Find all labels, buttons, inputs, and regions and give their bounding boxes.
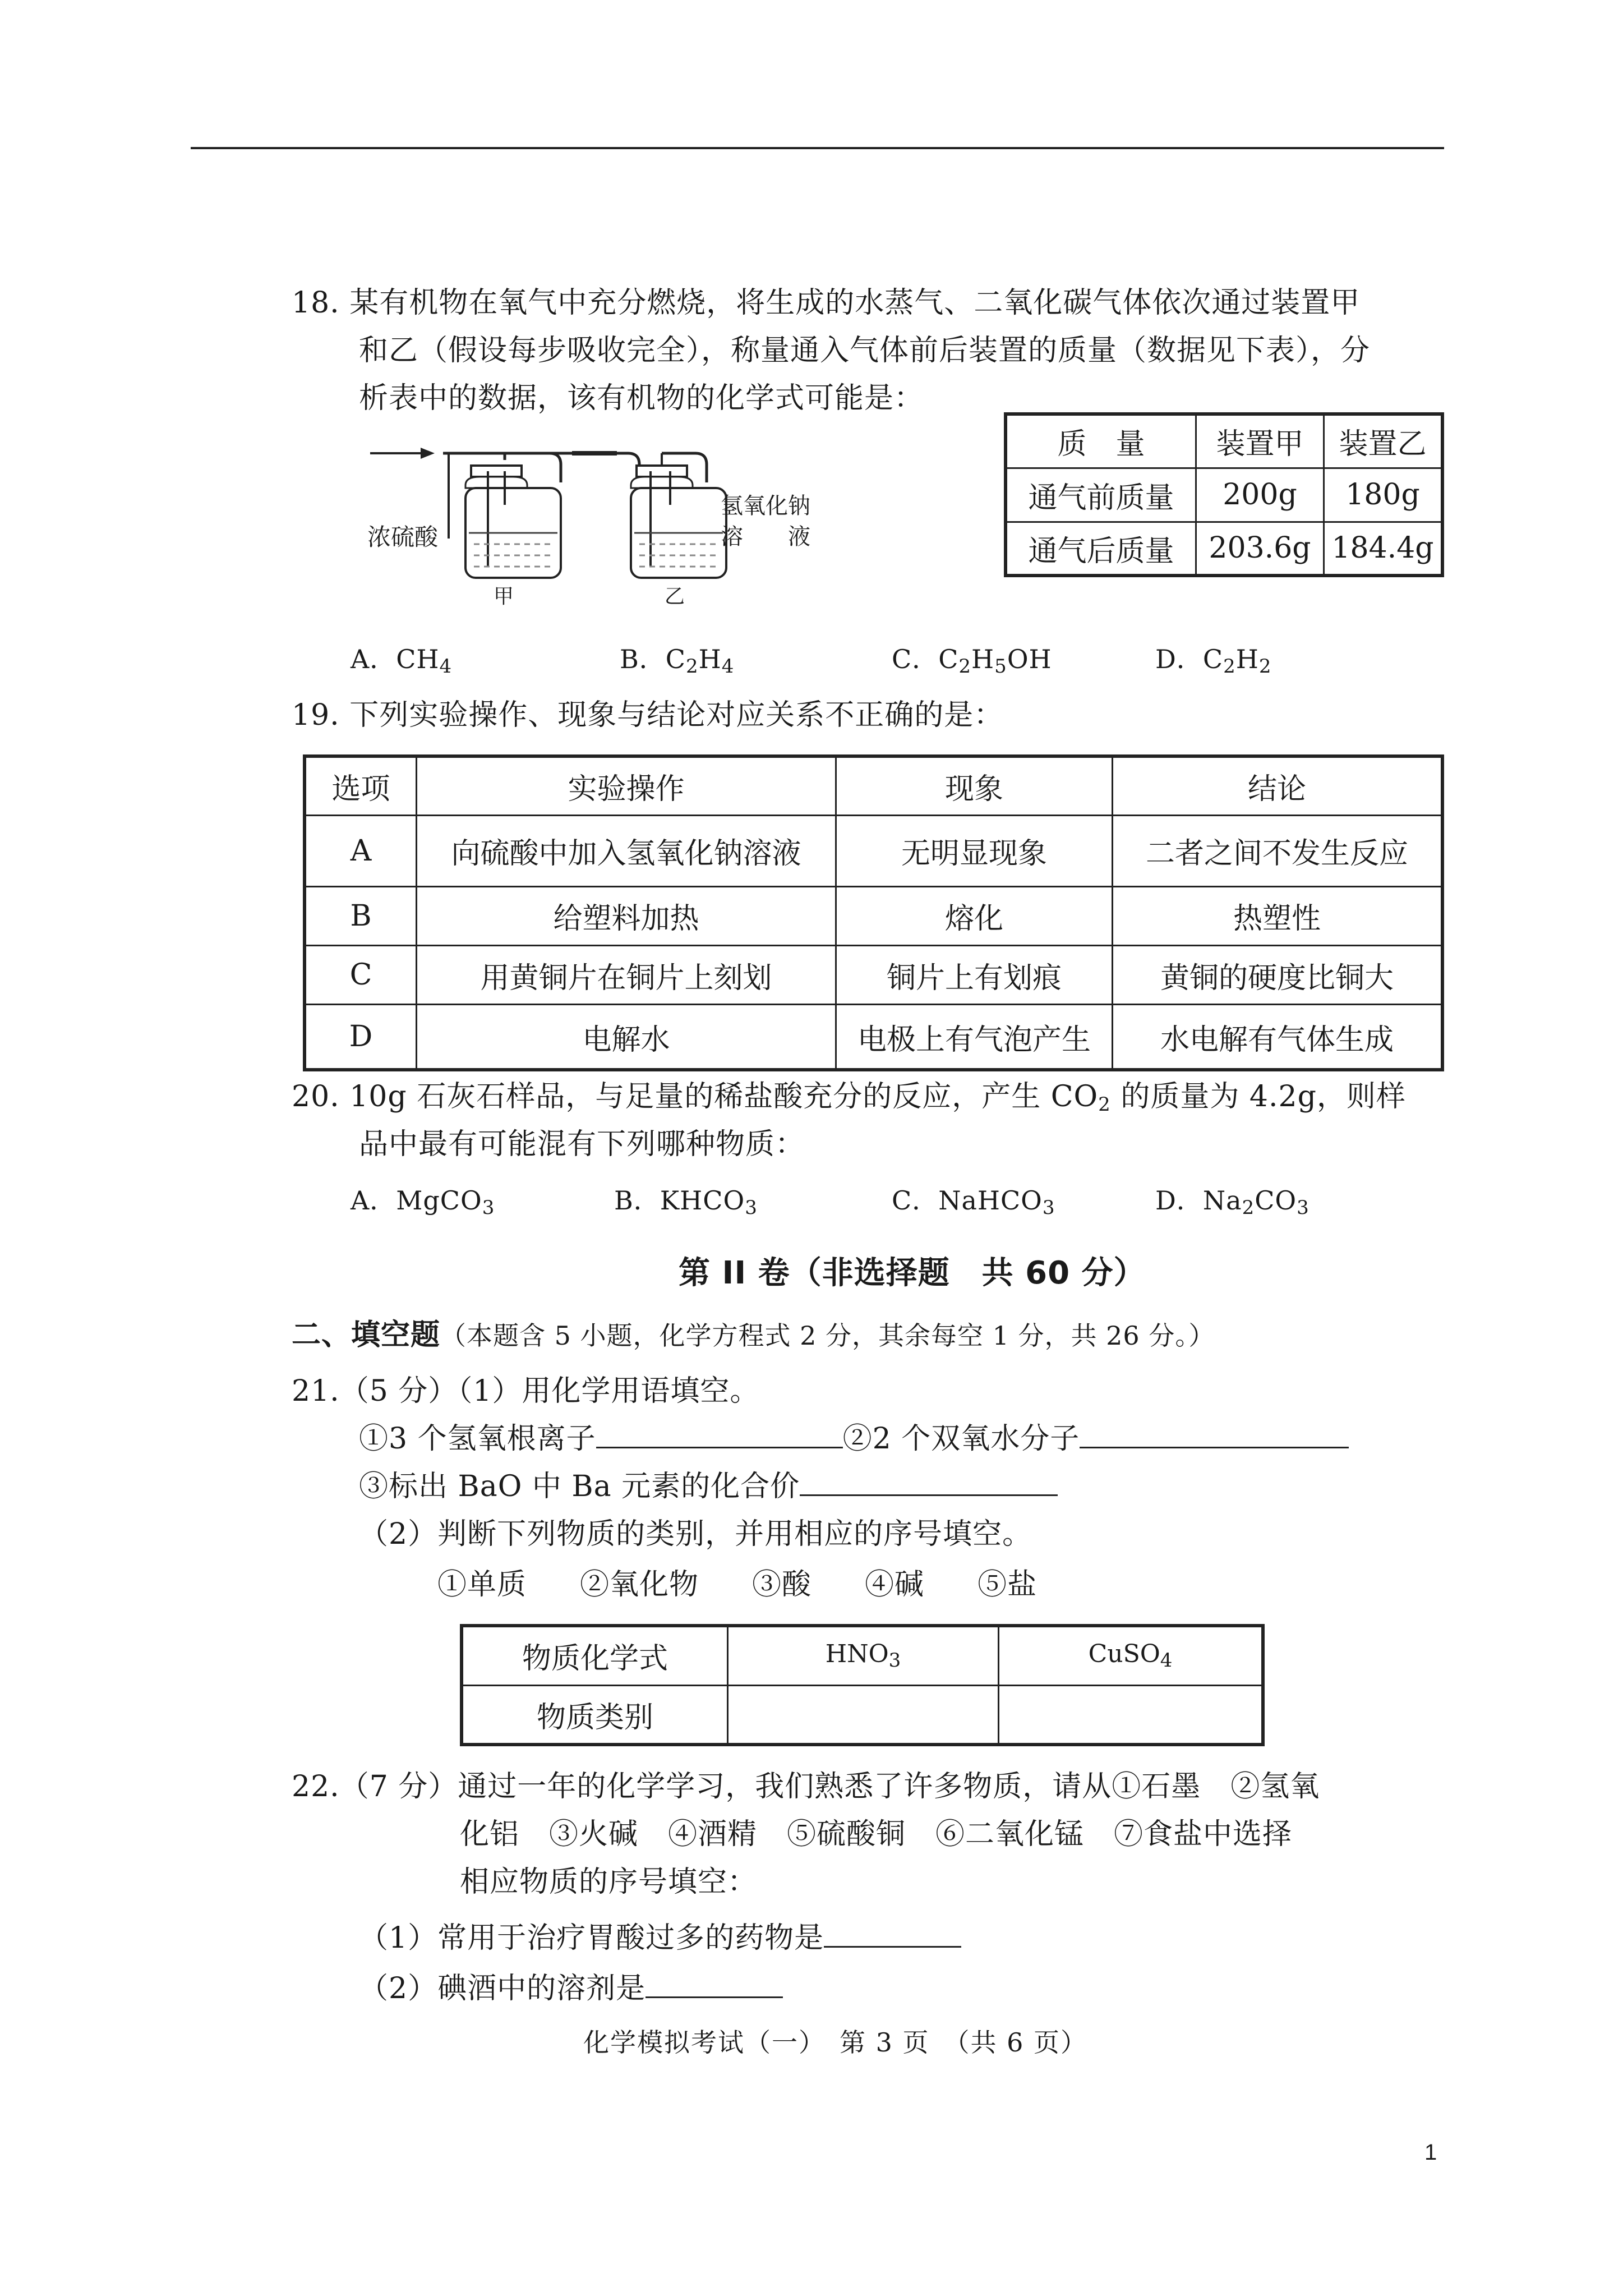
q22-sub2: （2）碘酒中的溶剂是 (359, 1969, 783, 2008)
q21-cuso4-category-input[interactable] (999, 1685, 1264, 1745)
section-label: 二、填空题 (292, 1318, 441, 1352)
q18-line1: 18. 某有机物在氧气中充分燃烧，将生成的水蒸气、二氧化碳气体依次通过装置甲 (292, 286, 1361, 320)
q18-option-d[interactable]: D．$C_2H_2$ (1155, 644, 1272, 678)
q19-table (303, 754, 1444, 1071)
q21-classification-table (460, 1624, 1265, 1746)
q21-hno3: $HNO_3$ (728, 1626, 999, 1685)
q19-row-a-conclusion: 二者之间不发生反应 (1113, 815, 1443, 886)
q21-blank-3[interactable] (800, 1467, 1058, 1496)
q21-item3: ③标出 BaO 中 Ba 元素的化合价 (359, 1467, 1058, 1506)
q19-row-c-phenomenon: 铜片上有划痕 (836, 946, 1113, 1005)
header-device-yi: 装置乙 (1324, 414, 1443, 468)
q19-header-phenomenon: 现象 (836, 756, 1113, 815)
q19-row-d-phenomenon: 电极上有气泡产生 (836, 1005, 1113, 1070)
q18-mass-table (1004, 412, 1444, 577)
cell-before-yi: 180g (1324, 468, 1443, 522)
q21-stem: 21.（5 分）（1）用化学用语填空。 (292, 1374, 760, 1408)
row-label-after: 通气后质量 (1006, 522, 1196, 576)
q19-row-b-conclusion: 热塑性 (1113, 886, 1443, 945)
label-yi: 乙 (665, 585, 685, 608)
q20-option-a[interactable]: A．MgCO$_3$ (351, 1185, 495, 1219)
q19-row-d-option: D (305, 1005, 417, 1070)
cell-after-yi: 184.4g (1324, 522, 1443, 576)
q20-option-b[interactable]: B．$KHCO_3$ (614, 1185, 758, 1219)
row-label-before: 通气前质量 (1006, 468, 1196, 522)
q22-line3: 相应物质的序号填空： (460, 1865, 758, 1899)
page-number: 1 (1424, 2140, 1437, 2165)
q21-row2-label: 物质类别 (462, 1685, 728, 1745)
q20-line2: 品中最有可能混有下列哪种物质： (359, 1128, 805, 1161)
q22-line1: 22.（7 分）通过一年的化学学习，我们熟悉了许多物质，请从①石墨 ②氢氧 (292, 1770, 1320, 1803)
q18-line3: 析表中的数据，该有机物的化学式可能是： (359, 381, 924, 415)
q18-option-c[interactable]: C．$C_2H_5OH$ (892, 644, 1052, 678)
section-fill-in-heading (292, 1315, 1215, 1355)
q21-blank-1[interactable] (596, 1420, 843, 1448)
q19-header-operation: 实验操作 (417, 756, 836, 815)
q19-row-d-conclusion: 水电解有气体生成 (1113, 1005, 1443, 1070)
q21-hno3-category-input[interactable] (728, 1685, 999, 1745)
label-naoh-2: 溶 液 (721, 524, 810, 550)
q19-row-c-conclusion: 黄铜的硬度比铜大 (1113, 946, 1443, 1005)
q21-blank-2[interactable] (1080, 1420, 1349, 1448)
q21-cuso4: CuSO$_4$ (999, 1626, 1264, 1685)
q22-blank-1[interactable] (824, 1919, 961, 1948)
q20-option-d[interactable]: D．$Na_2CO_3$ (1155, 1185, 1310, 1219)
section-note: （本题含 5 小题，化学方程式 2 分，其余每空 1 分，共 26 分。） (440, 1320, 1215, 1351)
label-conc-sulfuric-acid: 浓硫酸 (367, 523, 439, 551)
q21-item1: ①3 个氢氧根离子 ②2 个双氧水分子 (359, 1419, 1349, 1458)
q19-row-b-phenomenon: 熔化 (836, 886, 1113, 945)
label-jia: 甲 (494, 585, 514, 608)
q20-line1: 20. 10g 石灰石样品，与足量的稀盐酸充分的反应，产生 $CO_2$ 的质量为 4.2g，则样 (292, 1080, 1406, 1116)
q22-blank-2[interactable] (645, 1970, 783, 1998)
page-footer: 化学模拟考试（一） 第 3 页 （共 6 页） (583, 2027, 1088, 2058)
q20-option-c[interactable]: C．NaHCO$_3$ (892, 1185, 1055, 1219)
cell-after-jia: 203.6g (1196, 522, 1324, 576)
cell-before-jia: 200g (1196, 468, 1324, 522)
q19-header-conclusion: 结论 (1113, 756, 1443, 815)
q22-line2: 化铝 ③火碱 ④酒精 ⑤硫酸铜 ⑥二氧化锰 ⑦食盐中选择 (460, 1818, 1293, 1851)
q19-row-c-option: C (305, 946, 417, 1005)
header-rule (191, 147, 1444, 149)
q19-row-d-operation: 电解水 (417, 1005, 836, 1070)
q19-row-b-option: B (305, 886, 417, 945)
q21-part2: （2）判断下列物质的类别，并用相应的序号填空。 (359, 1517, 1032, 1551)
q22-sub1: （1）常用于治疗胃酸过多的药物是 (359, 1918, 961, 1958)
header-device-jia: 装置甲 (1196, 414, 1324, 468)
q21-categories: ①单质 ②氧化物 ③酸 ④碱 ⑤盐 (437, 1568, 1038, 1602)
q18-line2: 和乙（假设每步吸收完全），称量通入气体前后装置的质量（数据见下表），分 (359, 334, 1371, 367)
header-mass: 质 量 (1006, 414, 1196, 468)
q19-header-option: 选项 (305, 756, 417, 815)
q19-row-a-option: A (305, 815, 417, 886)
label-naoh-1: 氢氧化钠 (721, 493, 810, 519)
q19-row-a-phenomenon: 无明显现象 (836, 815, 1113, 886)
q19-row-a-operation: 向硫酸中加入氢氧化钠溶液 (417, 815, 836, 886)
part2-title: 第 II 卷（非选择题 共 60 分） (679, 1255, 1146, 1291)
q21-row1-label: 物质化学式 (462, 1626, 728, 1685)
q19-stem: 19. 下列实验操作、现象与结论对应关系不正确的是： (292, 698, 1004, 732)
q19-row-c-operation: 用黄铜片在铜片上刻划 (417, 946, 836, 1005)
q18-option-b[interactable]: B．$C_2H_4$ (620, 644, 735, 678)
q18-option-a[interactable]: A．$CH_4$ (351, 644, 453, 678)
q19-row-b-operation: 给塑料加热 (417, 886, 836, 945)
